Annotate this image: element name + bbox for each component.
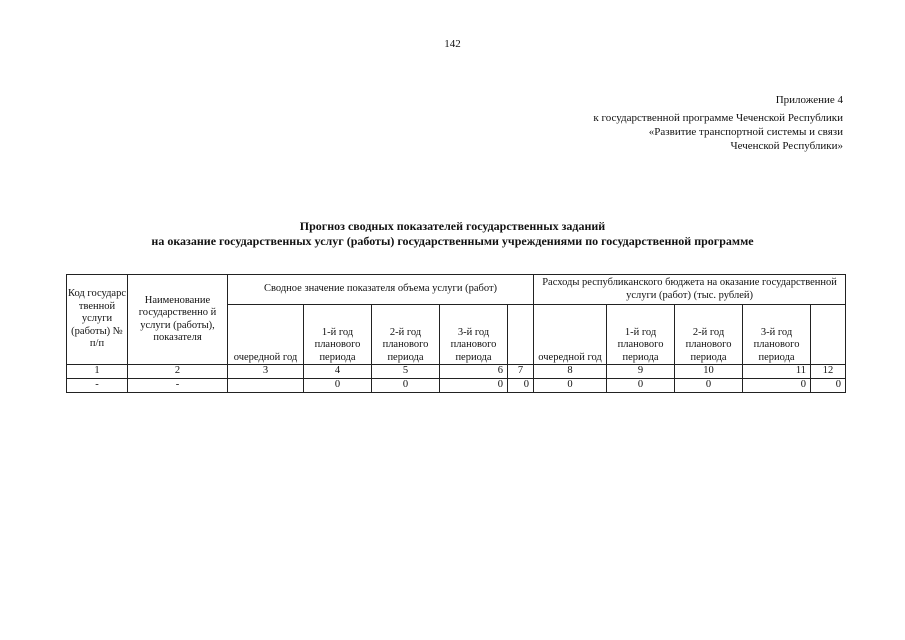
table-cell: [228, 379, 304, 393]
column-number-row: [67, 365, 846, 379]
appendix-block: [593, 93, 843, 153]
appendix-line: Чеченской Республики»: [730, 140, 843, 152]
header-budget-year-2: 2-й год планового периода: [675, 305, 743, 365]
header-budget-col-12: [811, 305, 846, 365]
column-number: 8: [534, 365, 607, 379]
header-volume-year-1: 1-й год планового периода: [304, 305, 372, 365]
column-number: 5: [372, 365, 440, 379]
table-cell: 0: [743, 379, 811, 393]
column-number: 10: [675, 365, 743, 379]
header-budget-year-1: 1-й год планового периода: [607, 305, 675, 365]
document-title-line-2: на оказание государственных услуг (работы) государственными учреждениями по государственной программе: [151, 234, 754, 248]
table-cell: 0: [534, 379, 607, 393]
header-budget-group: Расходы республиканского бюджета на оказание государственной услуги (работ) (тыс. рублей): [534, 275, 846, 305]
header-volume-current-year: очередной год: [228, 305, 304, 365]
table-cell: 0: [440, 379, 508, 393]
table-cell: 0: [675, 379, 743, 393]
document-title-line-1: Прогноз сводных показателей государственных заданий: [299, 219, 606, 233]
table-cell: 0: [508, 379, 534, 393]
column-number: 11: [743, 365, 811, 379]
table-row: [67, 379, 846, 393]
header-name: Наименование государственно й услуги (работы), показателя: [128, 275, 228, 365]
column-number: 9: [607, 365, 675, 379]
column-number: 3: [228, 365, 304, 379]
document-title: [0, 219, 905, 249]
column-number: 6: [440, 365, 508, 379]
header-volume-col-7: [508, 305, 534, 365]
column-number: 12: [811, 365, 846, 379]
table-cell: -: [67, 379, 128, 393]
table-cell: -: [128, 379, 228, 393]
appendix-line: «Развитие транспортной системы и связи: [648, 126, 843, 138]
column-number: 2: [128, 365, 228, 379]
table-cell: 0: [304, 379, 372, 393]
table-cell: 0: [607, 379, 675, 393]
forecast-table: [66, 274, 846, 393]
page-number: 142: [444, 38, 461, 50]
header-volume-year-2: 2-й год планового периода: [372, 305, 440, 365]
appendix-line: к государственной программе Чеченской Республики: [593, 112, 843, 124]
header-volume-year-3: 3-й год планового периода: [440, 305, 508, 365]
header-volume-group: Сводное значение показателя объема услуги (работ): [228, 275, 534, 305]
appendix-title: Приложение 4: [775, 94, 843, 106]
table-cell: 0: [372, 379, 440, 393]
header-budget-current-year: очередной год: [534, 305, 607, 365]
table-cell: 0: [811, 379, 846, 393]
column-number: 4: [304, 365, 372, 379]
header-budget-year-3: 3-й год планового периода: [743, 305, 811, 365]
column-number: 7: [508, 365, 534, 379]
header-code: Код государс твенной услуги (работы) № п/п: [67, 275, 128, 365]
column-number: 1: [67, 365, 128, 379]
